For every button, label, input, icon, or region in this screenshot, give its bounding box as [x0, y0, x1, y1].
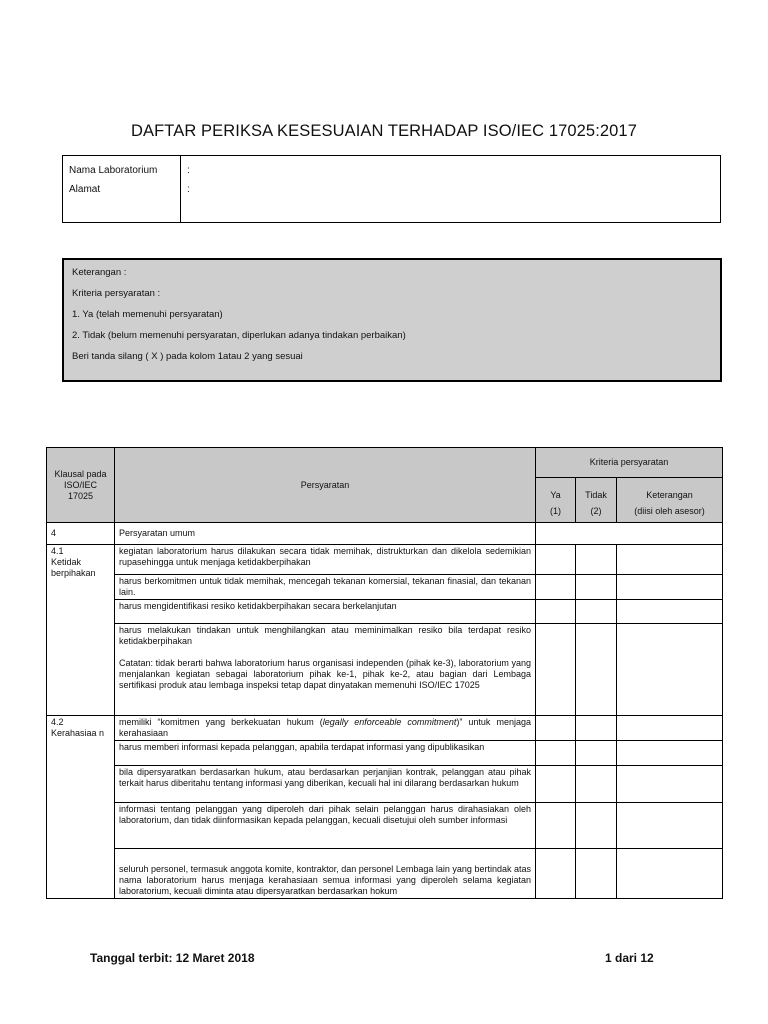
req-4-2-a-pre: memiliki “komitmen yang berkekuatan hukum (: [119, 717, 323, 727]
issue-date: Tanggal terbit: 12 Maret 2018: [90, 951, 255, 965]
no-checkbox[interactable]: [576, 624, 617, 716]
legend-criteria: Kriteria persyaratan :: [72, 288, 161, 299]
requirement-4-2-e: seluruh personel, termasuk anggota komite, kontraktor, dan personel Lembaga lain yang bertindak atas nama laboratorium harus menjaga kerahasiaan semua informasi yang diperoleh selama kegiatan laboratorium, kecuali diminta atau dipersyaratkan berdasarkan hokum: [115, 849, 536, 899]
requirement-4-2-a: [115, 716, 536, 741]
requirement-4-1-a: kegiatan laboratorium harus dilakukan secara tidak memihak, distrukturkan dan dikelola sedemikian rupasehingga untuk menjaga ketidakberpihakan: [115, 545, 536, 575]
notes-input[interactable]: [617, 600, 723, 624]
requirement-4-1-c: harus mengidentifikasi resiko ketidakberpihakan secara berkelanjutan: [115, 600, 536, 624]
lab-info-box: [62, 155, 721, 223]
legend-box: [62, 258, 722, 382]
legend-instruction: [72, 350, 712, 371]
no-checkbox[interactable]: [576, 849, 617, 899]
lab-name-value[interactable]: :: [187, 165, 190, 176]
no-cell: [576, 523, 617, 545]
no-checkbox[interactable]: [576, 741, 617, 766]
requirement-4-1-b: harus berkomitmen untuk tidak memihak, mencegah tekanan komersial, tekanan finasial, dan tekanan lain.: [115, 575, 536, 600]
yes-checkbox[interactable]: [536, 624, 576, 716]
section-number: 4: [47, 523, 115, 545]
yes-checkbox[interactable]: [536, 849, 576, 899]
no-checkbox[interactable]: [576, 600, 617, 624]
notes-input[interactable]: [617, 849, 723, 899]
notes-input[interactable]: [617, 624, 723, 716]
notes-input[interactable]: [617, 741, 723, 766]
no-checkbox[interactable]: [576, 545, 617, 575]
req-4-2-a-italic: legally enforceable commitment: [322, 717, 457, 727]
requirement-4-2-b: harus memberi informasi kepada pelanggan, apabila terdapat informasi yang dipublikasikan: [115, 741, 536, 766]
no-checkbox[interactable]: [576, 803, 617, 849]
section-title: Persyaratan umum: [115, 523, 536, 545]
requirement-4-1-note: Catatan: tidak berarti bahwa laboratorium harus organisasi independen (pihak ke-3), laboratorium yang menjalankan kegiatan sebagai laboratorium pihak ke-1, pihak ke-2, atau bagian dari Lembaga sertifikasi produk atau lembaga inspeksi tetap dapat dinyatakan memenuhi ISO/IEC 17025: [119, 658, 531, 690]
no-checkbox[interactable]: [576, 716, 617, 741]
instruction-pre: Beri tanda silang (: [72, 351, 152, 362]
yes-checkbox[interactable]: [536, 766, 576, 803]
header-no: [576, 478, 617, 523]
info-divider: [180, 156, 181, 222]
notes-input[interactable]: [617, 545, 723, 575]
header-yes-num: (1): [550, 505, 561, 516]
yes-checkbox[interactable]: [536, 803, 576, 849]
page-number: 1 dari 12: [605, 951, 654, 965]
header-yes-label: Ya: [550, 489, 561, 500]
document-title: DAFTAR PERIKSA KESESUAIAN TERHADAP ISO/IEC 17025:2017: [130, 122, 637, 140]
requirement-4-2-d: informasi tentang pelanggan yang diperoleh dari pihak selain pelanggan harus dirahasiakan oleh laboratorium, dan tidak diinformasikan kepada pelanggan, kecuali disetujui oleh sumber informasi: [115, 803, 536, 849]
requirement-4-1-d-text: harus melakukan tindakan untuk menghilangkan atau meminimalkan resiko bila terdapat resiko ketidakberpihakan: [119, 625, 531, 646]
legend-heading: Keterangan :: [72, 267, 127, 278]
header-no-num: (2): [590, 505, 602, 516]
header-yes: [536, 478, 576, 523]
requirement-4-1-d: [115, 624, 536, 716]
instruction-post: ) pada kolom 1atau 2 yang sesuai: [157, 351, 303, 362]
yes-checkbox[interactable]: [536, 741, 576, 766]
header-requirements: Persyaratan: [115, 448, 536, 523]
spacer: [119, 647, 531, 658]
header-no-label: Tidak: [585, 489, 607, 500]
notes-input[interactable]: [617, 766, 723, 803]
requirements-table: [46, 447, 723, 899]
yes-checkbox[interactable]: [536, 716, 576, 741]
notes-input[interactable]: [617, 803, 723, 849]
yes-checkbox[interactable]: [536, 575, 576, 600]
clause-4-2: 4.2 Kerahasiaa n: [47, 716, 115, 899]
notes-input[interactable]: [617, 575, 723, 600]
address-label: Alamat: [69, 184, 101, 195]
header-clause: Klausal pada ISO/IEC 17025: [47, 448, 115, 523]
yes-checkbox[interactable]: [536, 545, 576, 575]
req-4-2-a-post: )” untuk menjaga kerahasiaan: [119, 717, 531, 738]
instruction-mark: X: [151, 351, 158, 362]
no-checkbox[interactable]: [576, 766, 617, 803]
yes-checkbox[interactable]: [536, 600, 576, 624]
header-criteria: Kriteria persyaratan: [536, 448, 723, 478]
clause-4-1: 4.1 Ketidak berpihakan: [47, 545, 115, 716]
requirement-4-2-c: bila dipersyaratkan berdasarkan hukum, atau berdasarkan perjanjian kontrak, pelanggan atau pihak terkait harus diberitahu tentang informasi yang diberikan, kecuali hal ini dilarang berdasarkan hukum: [115, 766, 536, 803]
yes-cell: [536, 523, 576, 545]
notes-cell: [617, 523, 723, 545]
header-notes: [617, 478, 723, 523]
header-notes-sub: (diisi oleh asesor): [634, 505, 705, 516]
legend-item-yes: 1. Ya (telah memenuhi persyaratan): [72, 309, 223, 320]
lab-name-label: Nama Laboratorium: [69, 165, 158, 176]
header-notes-label: Keterangan: [646, 489, 693, 500]
address-value[interactable]: :: [187, 184, 190, 195]
notes-input[interactable]: [617, 716, 723, 741]
legend-item-no: 2. Tidak (belum memenuhi persyaratan, diperlukan adanya tindakan perbaikan): [72, 330, 406, 341]
no-checkbox[interactable]: [576, 575, 617, 600]
